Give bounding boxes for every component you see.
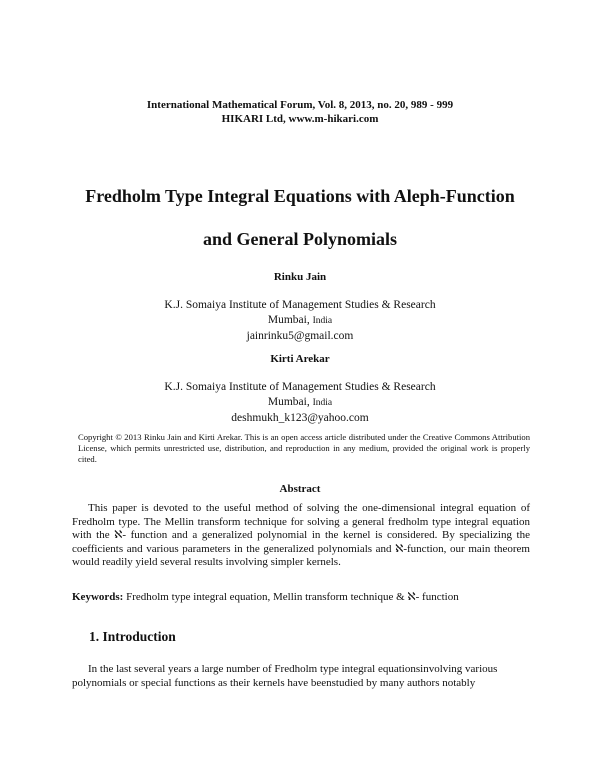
copyright-notice: Copyright © 2013 Rinku Jain and Kirti Arekar. This is an open access article distributed under the Creative Commons Attribution License, which permits unrestricted use, distribution, and reproduction in any medium, provided the original work is properly cited. (78, 432, 530, 465)
abstract-text: This paper is devoted to the useful method of solving the one-dimensional integral equation of Fredholm type. The Mellin transform technique for solving a general fredholm type integral equation with the ℵ- function and a generalized polynomial in the kernel is considered. By specializing the coefficients and various parameters in the generalized polynomials and ℵ-function, our main theorem would readily yield several results involving simpler kernels. (72, 502, 530, 569)
author-name-1: Rinku Jain (273, 271, 327, 283)
city-1: Mumbai, (267, 314, 310, 326)
journal-header (0, 98, 600, 126)
journal-citation: International Mathematical Forum, Vol. 8, 2013, no. 20, 989 - 999 (146, 99, 454, 111)
location-2 (0, 395, 600, 411)
email-2: deshmukh_k123@yahoo.com (231, 412, 369, 424)
author-name-2: Kirti Arekar (270, 353, 330, 365)
institution-1: K.J. Somaiya Institute of Management Studies & Research (164, 299, 436, 311)
author-affiliation-2 (0, 380, 600, 426)
section-body: In the last several years a large number of Fredholm type integral equationsinvolving various polynomials or special functions as their kernels have beenstudied by many authors notably (72, 663, 498, 689)
author-affiliation-1 (0, 298, 600, 344)
abstract-heading: Abstract (279, 483, 321, 495)
country-2: India (312, 398, 333, 408)
location-1 (0, 313, 600, 329)
keywords-text: Fredholm type integral equation, Mellin transform technique & ℵ- function (123, 591, 459, 603)
section-heading: 1. Introduction (89, 629, 176, 644)
publisher-line: HIKARI Ltd, www.m-hikari.com (221, 113, 379, 125)
email-1: jainrinku5@gmail.com (246, 330, 354, 342)
city-2: Mumbai, (267, 396, 310, 408)
paper-title-line-1: Fredholm Type Integral Equations with Aleph-Function (85, 186, 515, 206)
keywords-label: Keywords: (72, 591, 124, 603)
keywords (72, 590, 530, 603)
institution-2: K.J. Somaiya Institute of Management Studies & Research (164, 381, 436, 393)
country-1: India (312, 316, 333, 326)
paper-title-line-2: and General Polynomials (202, 229, 397, 249)
